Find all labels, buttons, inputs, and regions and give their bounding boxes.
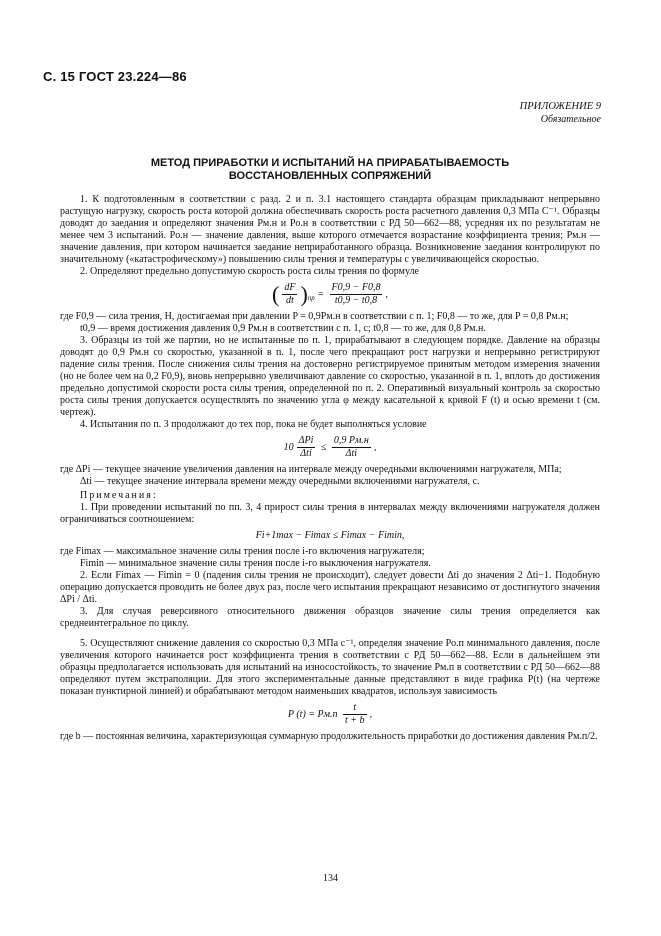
f1-num: F0,9 − F0,8 xyxy=(331,282,381,293)
paragraph-4-where-1: где ΔPi — текущее значение увеличения давления на интервале между очередными включениями нагружателя, МПа; xyxy=(60,464,562,475)
f4-lhs: P (t) = Pм.п xyxy=(287,708,338,720)
note-1-where-2: Fimin — минимальное значение силы трения после i-го выключения нагружателя. xyxy=(80,558,431,569)
f1-lhs-num: dF xyxy=(284,282,296,293)
note-1-where-1: где Fimax — максимальное значение силы трения после i-го включения нагружателя; xyxy=(60,546,425,557)
notes-heading: Примечания: xyxy=(80,490,158,501)
paragraph-3: 3. Образцы из той же партии, но не испытанные по п. 1, прирабатывают в следующем порядке. Давление на образцы доводят до 0,9 Pм.н со скоростью, указанной в п. 1, после чего прекращают рост нагрузки и непрерывно регистрируют падение силы трения. После снижения силы трения на достоверно регистрируемое принятым методом измерения значения (но не более чем на 0,2 F0,9), вновь непрерывно увеличивают давление со скоростью, указанной в п. 1, вплоть до достижения предельно допустимой скорости роста силы трения, определенной по п. 2. Оперативный визуальный контроль за скоростью роста силы трения допускается осуществлять по значению угла φ между касательной к кривой F (t) и осью времени t (см. чертеж). xyxy=(60,335,600,418)
paragraph-4-where-2: Δti — текущее значение интервала времени между очередными включениями нагружателя, с. xyxy=(80,476,480,487)
f4-num: t xyxy=(343,702,367,715)
formula-friction-growth: Fi+1max − Fimax ≤ Fimax − Fimin, xyxy=(255,530,405,541)
f2-rhs-den: Δti xyxy=(345,448,358,459)
f2-den: Δti xyxy=(300,448,312,459)
f2-rhs-num: 0,9 Pм.н xyxy=(333,435,369,446)
paragraph-2: 2. Определяют предельно допустимую скорость роста силы трения по формуле xyxy=(80,266,419,277)
paragraph-5-where: где b — постоянная величина, характеризующая суммарную продолжительность приработки до достижения давления Pм.п/2. xyxy=(60,731,598,742)
title-line-1: МЕТОД ПРИРАБОТКИ И ИСПЫТАНИЙ НА ПРИРАБАТЫВАЕМОСТЬ xyxy=(150,157,510,169)
note-3: 3. Для случая реверсивного относительного движения образцов значение силы трения определяется как среднеинтегральное по циклу. xyxy=(60,606,600,629)
paragraph-4: 4. Испытания по п. 3 продолжают до тех пор, пока не будет выполняться условие xyxy=(80,419,427,430)
f2-coef: 10 xyxy=(283,441,294,453)
paragraph-1: 1. К подготовленным в соответствии с разд. 2 и п. 3.1 настоящего стандарта образцам прикладывают непрерывно растущую нагрузку, скорость роста которой должна обеспечивать скорость роста расчетного давления 0,3 МПа С⁻¹. Образцы доводят до заедания и определяют значения Pм.н и Pо.н в соответствии с РД 50—662—88, усредняя их по результатам не менее чем 3 испытаний. Pо.н — значение давления, выше которого отмечается возрастание коэффициента трения; Pм.н — значение давления, при котором начинается заедание неприработанного образца. Возникновение заедания контролируют по значительному («катастрофическому») повышению силы трения и температуры с увеличивающейся скоростью. xyxy=(60,194,600,265)
appendix-subtitle: Обязательное xyxy=(540,114,601,125)
formula-condition: 10 $\frac{\text{ΔPi}}{\text{Δti}}$ ≤ $\frac{0,9 Pм.н}{\text{Δti}}$ , xyxy=(283,435,377,459)
appendix-label xyxy=(520,100,601,126)
paragraph-2-where-1: где F0,9 — сила трения, Н, достигаемая при давлении P = 0,9Pм.н в соответствии с п. 1; F0,8 — то же, для P = 0,8 Pм.н; xyxy=(60,311,569,322)
f2-num: ΔPi xyxy=(298,435,314,446)
paragraph-5: 5. Осуществляют снижение давления со скоростью 0,3 МПа с⁻¹, определяя значение Pо.п минимального давления, после увеличения которого начинается рост коэффициента трения в соответствии с РД 50—662—88. Если в дальнейшем эти образцы предполагается использовать для испытаний на износостойкость, то значение Pм.п в соответствии с РД 50—662—88 определяют путем экстраполяции. Для этого экспериментальные данные представляют в виде графика P(t) (на чертеже показан пунктирной линией) и обрабатывают методом наименьших квадратов, используя зависимость xyxy=(60,638,600,697)
document-title xyxy=(60,157,600,183)
note-2: 2. Если Fimax — Fimin = 0 (падения силы трения не происходит), следует довести Δti до значения 2 Δti−1. Подобную операцию допускается проводить не более двух раз, после чего испытания прекращают независимо от достигнутого значения ΔPi / Δti. xyxy=(60,570,600,605)
f1-lhs-den: dt xyxy=(285,295,294,306)
appendix-title: ПРИЛОЖЕНИЕ 9 xyxy=(519,101,601,112)
formula-pressure-function: P (t) = Pм.п $\frac{t}{t + b}$ , xyxy=(287,702,373,726)
document-body xyxy=(60,194,600,743)
title-line-2: ВОССТАНОВЛЕННЫХ СОПРЯЖЕНИЙ xyxy=(228,170,432,182)
page-header: С. 15 ГОСТ 23.224—86 xyxy=(43,69,187,84)
formula-friction-rate: ( $\frac{dF}{dt}$ )$_{пр}$ = $\frac{F0,9 - F0,8}{t0,9 - t0,8}$ , xyxy=(272,281,388,307)
f4-den: t + b xyxy=(345,715,365,726)
f1-sub: пр xyxy=(307,293,315,302)
paragraph-2-where-2: t0,9 — время достижения давления 0,9 Pм.н в соответствии с п. 1, с; t0,8 — то же, для 0,8 Pм.н. xyxy=(80,323,486,334)
note-1: 1. При проведении испытаний по пп. 3, 4 прирост силы трения в интервалах между включениями нагружателя должен ограничиваться соотношением: xyxy=(60,502,600,525)
page-number: 134 xyxy=(323,873,338,884)
f1-den: t0,9 − t0,8 xyxy=(334,295,378,306)
